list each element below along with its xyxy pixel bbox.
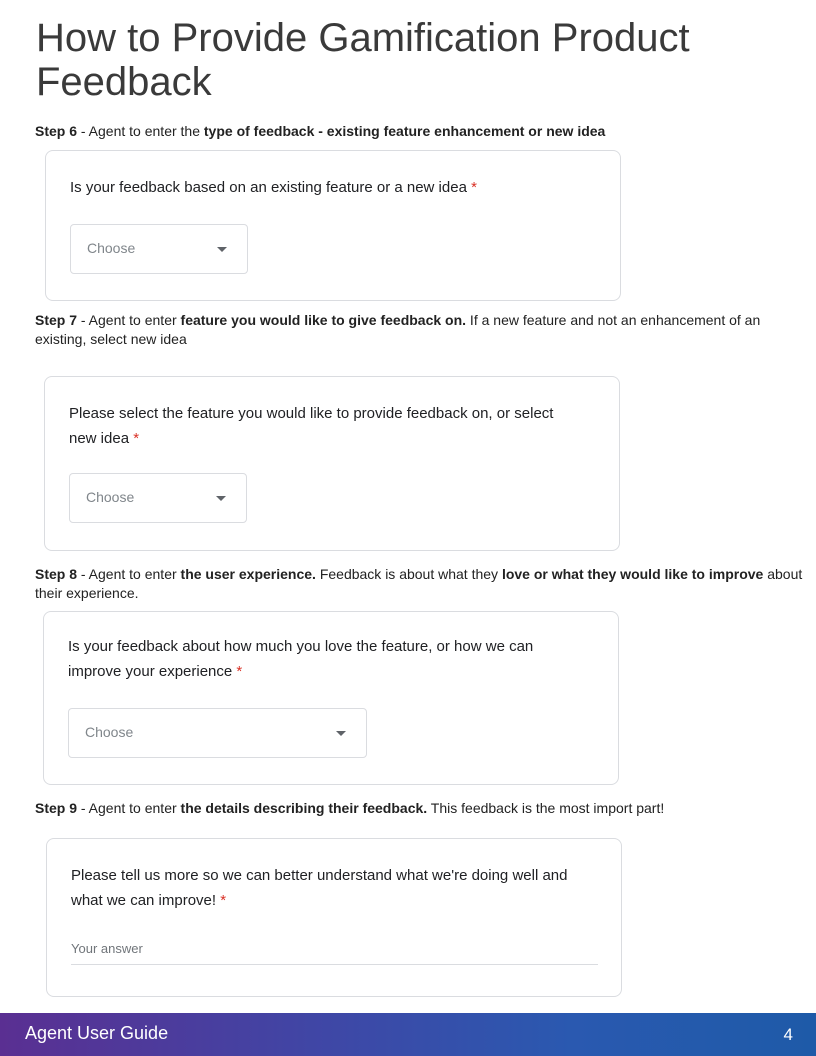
text: - Agent to enter [77, 566, 181, 582]
text: This feedback is the most import part! [427, 800, 665, 816]
page-title: How to Provide Gamification Product Feedback [36, 16, 690, 104]
step-9-instruction [35, 799, 805, 818]
step-6-instruction [35, 122, 805, 141]
emphasis: the user experience. [180, 566, 316, 582]
answer-input[interactable]: Your answer [71, 941, 598, 965]
footer-guide-title: Agent User Guide [25, 1023, 169, 1043]
emphasis: love or what they would like to improve [501, 566, 764, 582]
question-label: Please tell us more so we can better understand what we're doing well and what we can improve! [71, 867, 568, 909]
emphasis: feature you would like to give feedback on. [180, 312, 467, 328]
required-mark: * [471, 179, 477, 196]
question-text [70, 175, 600, 200]
page-number: 4 [783, 1025, 793, 1044]
text: If a new feature and not an enhancement of an existing, select new idea [35, 312, 761, 347]
required-mark: * [220, 892, 227, 909]
question-text [71, 863, 591, 913]
step-8-instruction [35, 565, 805, 603]
dropdown-arrow-icon [216, 496, 226, 501]
select-value: Choose [85, 724, 134, 740]
step-7-instruction [35, 311, 805, 349]
dropdown-arrow-icon [217, 247, 227, 252]
text: Feedback is about what they [315, 566, 502, 582]
step-label: Step 7 [35, 312, 78, 328]
required-mark: * [236, 663, 243, 680]
question-card-feature [44, 376, 620, 551]
question-label: Is your feedback based on an existing feature or a new idea [70, 179, 467, 196]
question-card-experience [43, 611, 619, 785]
text: - Agent to enter the [77, 123, 204, 139]
feedback-type-select[interactable] [70, 224, 248, 274]
emphasis: the details describing their feedback. [180, 800, 428, 816]
text: - Agent to enter [77, 800, 181, 816]
required-mark: * [133, 430, 140, 447]
question-text [68, 634, 588, 684]
dropdown-arrow-icon [336, 731, 346, 736]
select-value: Choose [87, 240, 136, 256]
question-label: Please select the feature you would like to provide feedback on, or select new idea [69, 405, 554, 447]
question-text [69, 401, 569, 451]
question-card-feedback-type [45, 150, 621, 301]
emphasis: type of feedback - existing feature enhancement or new idea [203, 123, 606, 139]
select-value: Choose [86, 489, 135, 505]
question-card-details [46, 838, 622, 997]
step-label: Step 6 [35, 123, 78, 139]
step-label: Step 8 [35, 566, 78, 582]
step-label: Step 9 [35, 800, 78, 816]
question-label: Is your feedback about how much you love the feature, or how we can improve your experience [68, 638, 534, 680]
feature-select[interactable] [69, 473, 247, 523]
experience-select[interactable] [68, 708, 367, 758]
footer-bar [0, 1013, 816, 1056]
text: - Agent to enter [77, 312, 181, 328]
text: about their experience. [35, 566, 803, 601]
